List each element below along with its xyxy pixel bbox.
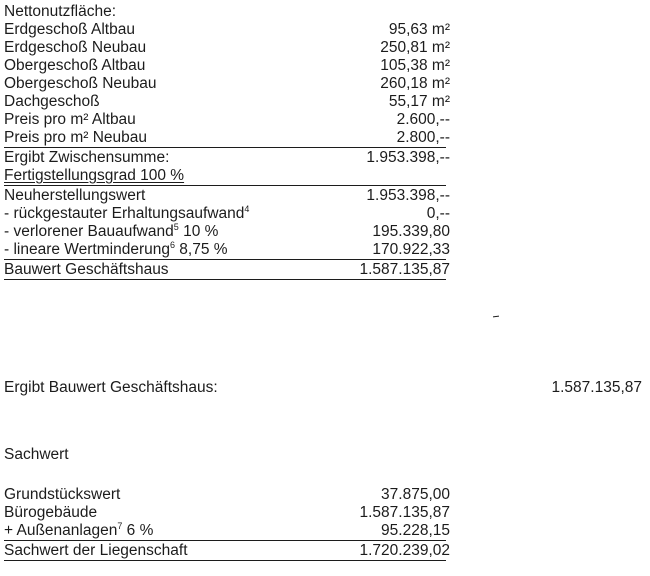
label-suffix: 6 % — [122, 522, 154, 539]
summary-value: 1.587.135,87 — [551, 379, 642, 396]
completion-degree: Fertigstellungsgrad 100 % — [4, 167, 185, 184]
label-text: - verlorener Bauaufwand — [4, 223, 174, 240]
footnote-marker: 5 — [173, 221, 179, 232]
label-text: - lineare Wertminderung — [4, 241, 170, 258]
row-value: 1.720.239,02 — [359, 542, 450, 559]
divider-line — [4, 259, 446, 260]
footnote-marker: 7 — [117, 520, 123, 531]
divider-line — [4, 147, 446, 148]
row-value: 260,18 m² — [380, 75, 450, 92]
divider-line — [4, 540, 446, 541]
area-row-erdgeschoss-altbau — [4, 22, 450, 39]
deduction-row-maintenance — [4, 203, 450, 223]
price-row-neubau — [4, 130, 450, 147]
net-area-heading: Nettonutzfläche: — [4, 3, 117, 20]
row-label: Sachwert der Liegenschaft — [4, 542, 188, 559]
office-building-row — [4, 505, 450, 522]
row-value: 250,81 m² — [380, 39, 450, 56]
row-label: Preis pro m² Neubau — [4, 129, 148, 146]
row-value: 2.600,-- — [396, 111, 450, 128]
new-construction-value-row — [4, 188, 450, 205]
building-value-total-row — [4, 262, 450, 279]
land-value-row — [4, 487, 450, 504]
summary-label: Ergibt Bauwert Geschäftshaus: — [4, 379, 218, 396]
row-value: 2.800,-- — [396, 129, 450, 146]
row-value: 1.587.135,87 — [359, 504, 450, 521]
row-label: Erdgeschoß Neubau — [4, 39, 147, 56]
area-row-obergeschoss-altbau — [4, 58, 450, 75]
pen-mark — [493, 316, 499, 318]
row-label: Bauwert Geschäftshaus — [4, 261, 169, 278]
row-label: Grundstückswert — [4, 486, 121, 503]
label-text: - rückgestauter Erhaltungsaufwand — [4, 205, 245, 222]
row-value: 1.953.398,-- — [366, 187, 450, 204]
area-row-dachgeschoss — [4, 94, 450, 111]
footnote-marker: 4 — [244, 203, 250, 214]
row-value: 0,-- — [426, 205, 450, 222]
total-underline — [4, 560, 446, 561]
deduction-row-lost-construction — [4, 221, 450, 241]
row-value: 95.228,15 — [381, 522, 450, 539]
row-value: 195.339,80 — [372, 223, 450, 240]
row-value: 105,38 m² — [380, 57, 450, 74]
row-label: Preis pro m² Altbau — [4, 111, 136, 128]
footnote-marker: 6 — [169, 239, 175, 250]
row-value: 37.875,00 — [381, 486, 450, 503]
row-value: 95,63 m² — [388, 21, 450, 38]
area-row-obergeschoss-neubau — [4, 76, 450, 93]
row-label: Neuherstellungswert — [4, 187, 146, 204]
row-label: Obergeschoß Altbau — [4, 57, 146, 74]
row-label — [4, 221, 219, 240]
area-row-erdgeschoss-neubau — [4, 40, 450, 57]
subtotal-row — [4, 150, 450, 167]
row-value: 1.953.398,-- — [366, 149, 450, 166]
label-suffix: 10 % — [178, 223, 219, 240]
label-text: + Außenanlagen — [4, 522, 118, 539]
row-label — [4, 239, 228, 258]
property-value-total-row — [4, 543, 450, 560]
row-value: 55,17 m² — [388, 93, 450, 110]
price-row-altbau — [4, 112, 450, 129]
sachwert-heading: Sachwert — [4, 446, 69, 463]
row-label — [4, 203, 250, 222]
divider-line — [4, 185, 446, 186]
row-label: Ergibt Zwischensumme: — [4, 149, 170, 166]
row-value: 170.922,33 — [372, 241, 450, 258]
row-label: Dachgeschoß — [4, 93, 100, 110]
label-suffix: 8,75 % — [175, 241, 228, 258]
row-label: Obergeschoß Neubau — [4, 75, 157, 92]
row-label: Erdgeschoß Altbau — [4, 21, 135, 38]
outdoor-facilities-row — [4, 520, 450, 540]
total-underline — [4, 279, 446, 280]
row-label — [4, 520, 154, 539]
row-value: 1.587.135,87 — [359, 261, 450, 278]
row-label: Bürogebäude — [4, 504, 98, 521]
deduction-row-depreciation — [4, 239, 450, 259]
